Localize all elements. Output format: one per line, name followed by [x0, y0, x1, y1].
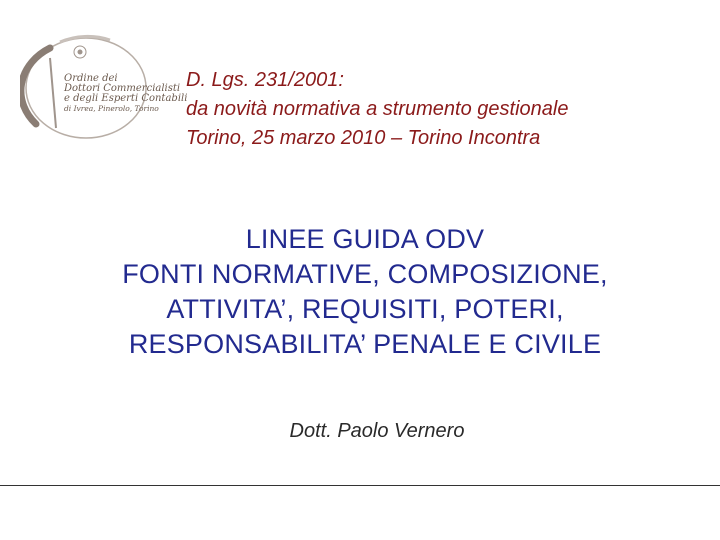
- header-date-location: Torino, 25 marzo 2010 – Torino Incontra: [186, 127, 541, 149]
- order-logo: [20, 28, 188, 148]
- title-line-4: RESPONSABILITA’ PENALE E CIVILE: [128, 329, 602, 359]
- title-line-2: FONTI NORMATIVE, COMPOSIZIONE,: [122, 259, 608, 289]
- author-name: Dott. Paolo Vernero: [289, 420, 465, 442]
- header-decree: D. Lgs. 231/2001:: [186, 69, 344, 91]
- title-line-1: LINEE GUIDA ODV: [245, 224, 485, 254]
- event-header: [186, 66, 568, 153]
- header-subtitle: da novità normativa a strumento gestionale: [186, 98, 569, 120]
- logo-text: Ordine dei Dottori Commercialisti e degli Esperti Contabili di Ivrea, Pinerolo, Torino: [64, 73, 188, 113]
- title-line-3: ATTIVITA’, REQUISITI, POTERI,: [166, 294, 564, 324]
- slide-title: [0, 222, 720, 362]
- footer-divider: [0, 485, 720, 486]
